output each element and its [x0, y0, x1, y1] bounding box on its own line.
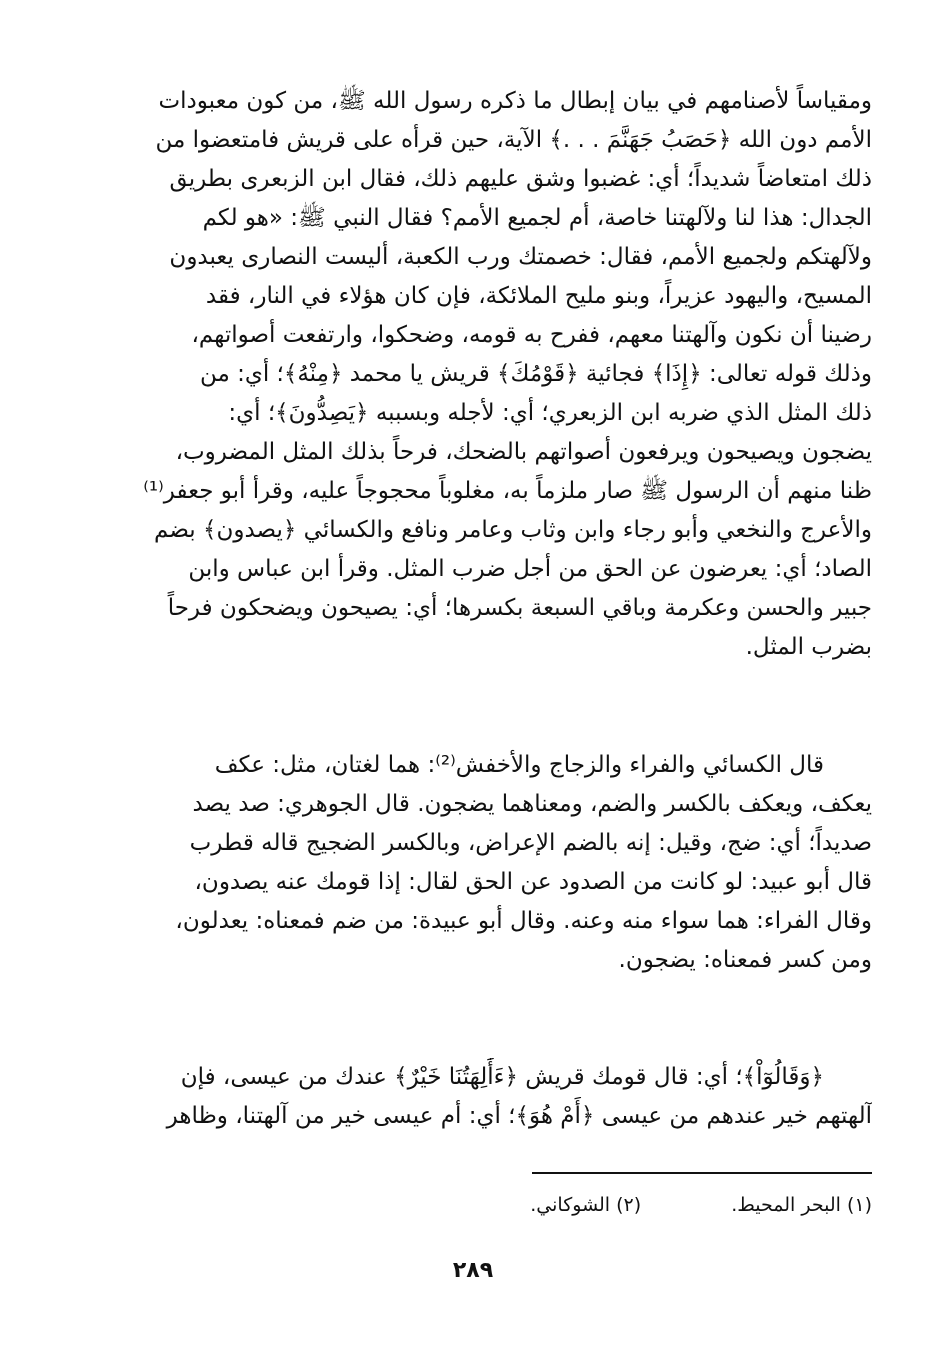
- text-line: ومقياساً لأصنامهم في بيان إبطال ما ذكره رسول الله ﷺ، من كون معبودات: [158, 88, 872, 114]
- text-line: والأعرج والنخعي وأبو رجاء وابن وثاب وعامر ونافع والكسائي ﴿يصدون﴾ بضم: [154, 517, 872, 543]
- text-line: وذلك قوله تعالى: ﴿إِذَا﴾ فجائية ﴿قَوْمُكَ﴾ قريش يا محمد ﴿مِنْهُ﴾؛ أي: من: [199, 361, 872, 387]
- page-number: ٢٨٩: [452, 1258, 494, 1283]
- text-line: جبير والحسن وعكرمة وباقي السبعة بكسرها؛ أي: يصيحون ويضحكون فرحاً: [167, 595, 872, 621]
- text-line: بضرب المثل.: [745, 634, 872, 660]
- text-line: المسيح، واليهود عزيراً، وبنو مليح الملائكة، فإن كان هؤلاء في النار، فقد: [205, 283, 872, 309]
- text-line: ومن كسر فمعناه: يضجون.: [618, 947, 872, 973]
- text-line: ولآلهتكم ولجميع الأمم، فقال: خصمتك ورب الكعبة، أليست النصارى يعبدون: [169, 244, 872, 270]
- text-line: ذلك امتعاضاً شديداً؛ أي: غضبوا وشق عليهم ذلك، فقال ابن الزبعرى بطريق: [169, 166, 872, 192]
- footnote-separator: [532, 1172, 872, 1174]
- text-line: رضينا أن نكون وآلهتنا معهم، ففرح به قومه، وضحكوا، وارتفعت أصواتهم،: [191, 322, 872, 348]
- paragraph-1: [104, 82, 872, 667]
- footnote-1: (١) البحر المحيط.: [731, 1194, 872, 1216]
- footnotes: [300, 1190, 872, 1220]
- text-line: الصاد؛ أي: يعرضون عن الحق من أجل ضرب المثل. وقرأ ابن عباس وابن: [188, 556, 872, 582]
- footnote-2: (٢) الشوكاني.: [530, 1194, 642, 1216]
- text-line: يضجون ويصيحون ويرفعون أصواتهم بالضحك، فرحاً بذلك المثل المضروب،: [175, 439, 872, 465]
- text-line: آلهتهم خير عندهم من عيسى ﴿أَمْ هُوَ﴾؛ أي: أم عيسى خير من آلهتنا، وظاهر: [166, 1103, 872, 1129]
- text-line: صديداً؛ أي: ضج، وقيل: إنه بالضم الإعراض، وبالكسر الضجيج قاله قطرب: [189, 830, 872, 856]
- text-line: ذلك المثل الذي ضربه ابن الزبعري؛ أي: لأجله وبسببه ﴿يَصِدُّونَ﴾؛ أي:: [228, 400, 872, 426]
- text-line: يعكف، ويعكف بالكسر والضم، ومعناهما يضجون. قال الجوهري: صد يصد: [192, 791, 872, 817]
- text-line: وقال الفراء: هما سواء منه وعنه. وقال أبو عبيدة: من ضم فمعناه: يعدلون،: [175, 908, 872, 934]
- paragraph-3: [104, 1058, 872, 1136]
- text-line: الأمم دون الله ﴿حَصَبُ جَهَنَّمَ . . .﴾ الآية، حين قرأه على قريش فامتعضوا من: [155, 127, 872, 153]
- text-line: ظنا منهم أن الرسول ﷺ صار ملزماً به، مغلوباً محجوجاً عليه، وقرأ أبو جعفر⁽¹⁾: [143, 478, 872, 504]
- paragraph-2: [104, 746, 872, 980]
- text-line: ﴿وَقَالُوٓاْ﴾؛ أي: قال قومك قريش ﴿ءَأَٰلِهَتُنَا خَيْرٌ﴾ عندك من عيسى، فإن: [180, 1064, 824, 1090]
- text-line: قال الكسائي والفراء والزجاج والأخفش⁽²⁾: هما لغتان، مثل: عكف: [214, 752, 824, 778]
- text-line: قال أبو عبيد: لو كانت من الصدود عن الحق لقال: إذا قومك عنه يصدون،: [194, 869, 872, 895]
- text-line: الجدال: هذا لنا ولآلهتنا خاصة، أم لجميع الأمم؟ فقال النبي ﷺ: «هو لكم: [202, 205, 872, 231]
